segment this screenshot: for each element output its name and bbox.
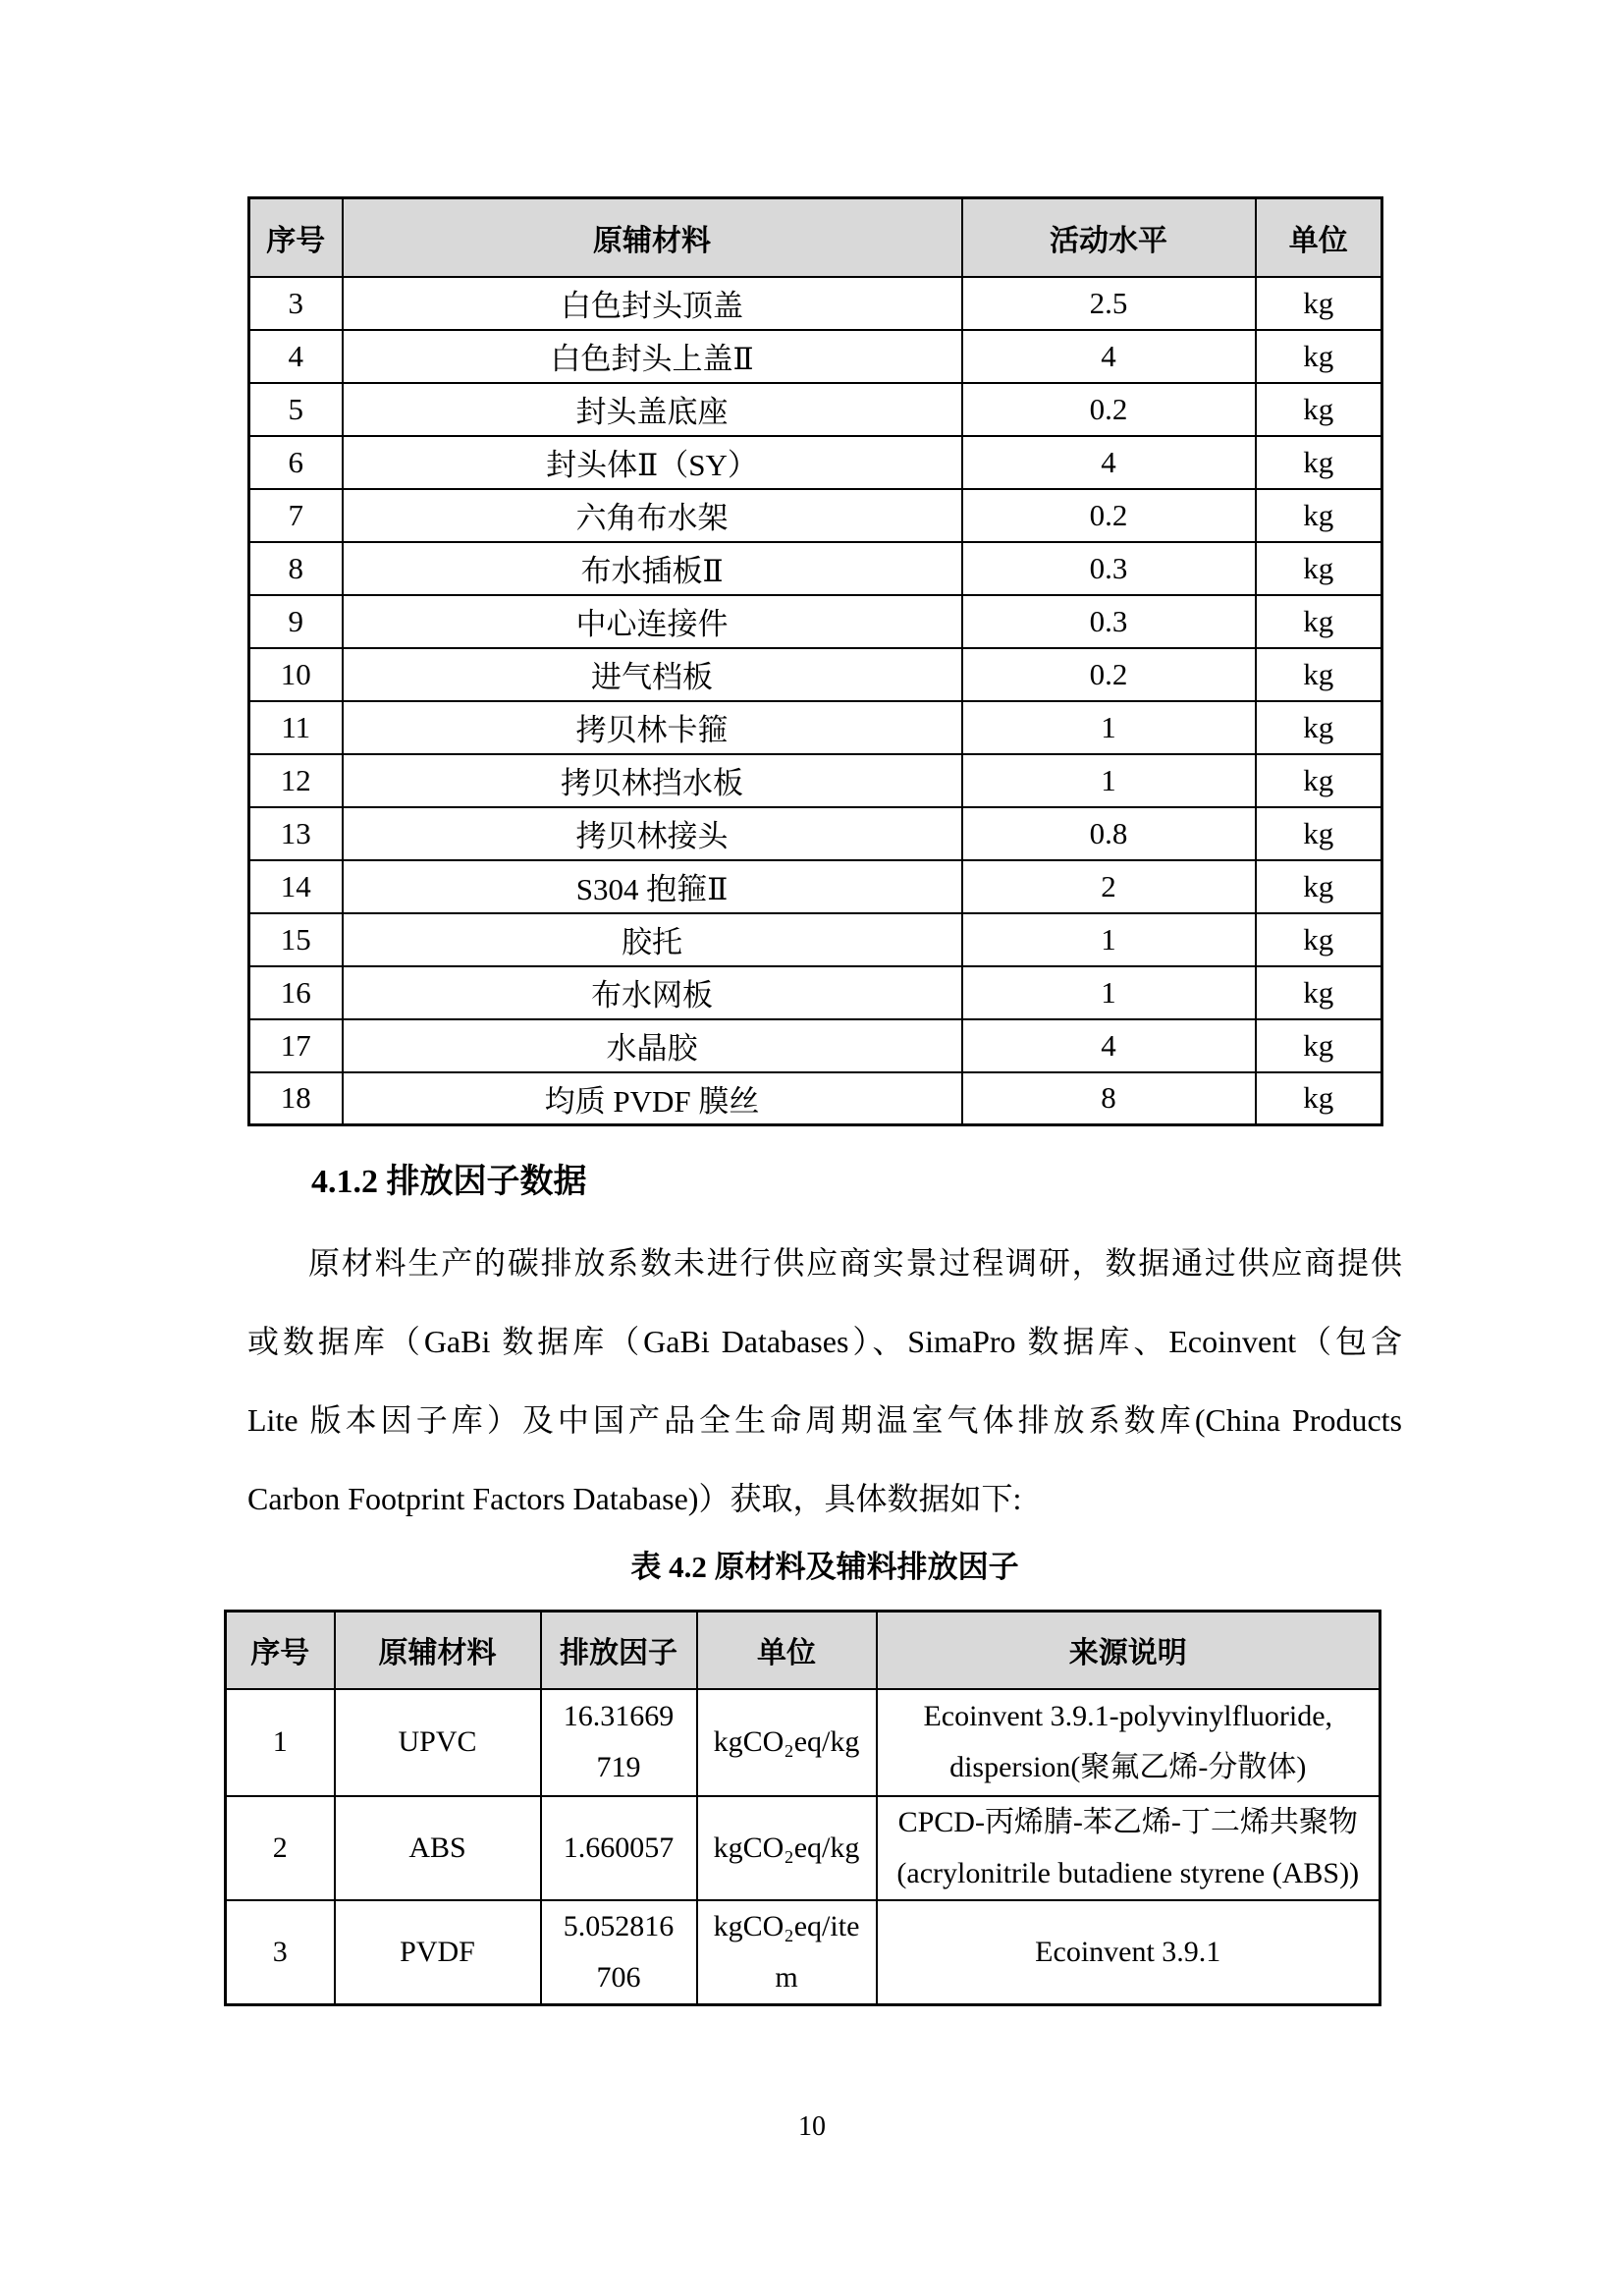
table-row	[249, 807, 1382, 860]
cell-no: 16	[249, 966, 343, 1019]
table-row	[249, 489, 1382, 542]
cell-no: 4	[249, 330, 343, 383]
cell-material: UPVC	[335, 1689, 541, 1796]
cell-unit: kg	[1256, 807, 1382, 860]
t1-col-header-level: 活动水平	[962, 198, 1256, 277]
cell-material: 拷贝林接头	[343, 807, 962, 860]
cell-unit: kgCO₂eq/kg	[697, 1689, 877, 1796]
cell-no: 7	[249, 489, 343, 542]
activity-level-table	[247, 196, 1383, 1126]
cell-no: 13	[249, 807, 343, 860]
paragraph-line: 或数据库（GaBi 数据库（GaBi Databases）、SimaPro 数据库、Ecoinvent（包含	[247, 1324, 1402, 1359]
table-row	[249, 542, 1382, 595]
factor-line: 5.052816	[563, 1909, 675, 1942]
t1-col-header-no: 序号	[249, 198, 343, 277]
table-row	[249, 1019, 1382, 1072]
cell-no: 9	[249, 595, 343, 648]
cell-unit: kg	[1256, 277, 1382, 330]
cell-no: 10	[249, 648, 343, 701]
cell-level: 0.2	[962, 383, 1256, 436]
cell-material: 白色封头顶盖	[343, 277, 962, 330]
cell-material: 布水插板Ⅱ	[343, 542, 962, 595]
t2-col-header-material: 原辅材料	[335, 1612, 541, 1689]
source-line: CPCD-丙烯腈-苯乙烯-丁二烯共聚物	[897, 1805, 1358, 1838]
table-row	[249, 913, 1382, 966]
cell-level: 0.3	[962, 542, 1256, 595]
source-line: Ecoinvent 3.9.1-polyvinylfluoride,	[923, 1700, 1333, 1732]
cell-unit: kg	[1256, 860, 1382, 913]
table-row	[249, 330, 1382, 383]
cell-unit: kg	[1256, 1072, 1382, 1125]
cell-source	[877, 1689, 1380, 1796]
cell-no: 3	[226, 1900, 335, 2005]
t1-col-header-unit: 单位	[1256, 198, 1382, 277]
table-row	[249, 1072, 1382, 1125]
factor-line: 16.31669	[563, 1700, 675, 1732]
cell-unit: kg	[1256, 913, 1382, 966]
cell-level: 4	[962, 330, 1256, 383]
t2-col-header-no: 序号	[226, 1612, 335, 1689]
table-row	[249, 754, 1382, 807]
cell-unit: kg	[1256, 330, 1382, 383]
table-row	[249, 436, 1382, 489]
cell-level: 8	[962, 1072, 1256, 1125]
cell-unit: kg	[1256, 542, 1382, 595]
table-row	[226, 1900, 1380, 2005]
section-heading: 4.1.2 排放因子数据	[311, 1164, 587, 1200]
cell-no: 5	[249, 383, 343, 436]
table-row	[226, 1689, 1380, 1796]
table-row	[249, 966, 1382, 1019]
cell-level: 4	[962, 436, 1256, 489]
cell-material: 拷贝林卡箍	[343, 701, 962, 754]
cell-level: 0.2	[962, 489, 1256, 542]
cell-material: 白色封头上盖Ⅱ	[343, 330, 962, 383]
cell-material: 六角布水架	[343, 489, 962, 542]
t2-col-header-unit: 单位	[697, 1612, 877, 1689]
cell-material: 封头盖底座	[343, 383, 962, 436]
factor-line: 719	[596, 1751, 641, 1783]
cell-no: 12	[249, 754, 343, 807]
table-row	[249, 648, 1382, 701]
cell-material: ABS	[335, 1796, 541, 1900]
cell-no: 15	[249, 913, 343, 966]
t2-col-header-source: 来源说明	[877, 1612, 1380, 1689]
table-header-row	[226, 1612, 1380, 1689]
emission-factor-table	[224, 1610, 1381, 2006]
table-row	[249, 595, 1382, 648]
cell-no: 6	[249, 436, 343, 489]
table-header-row	[249, 198, 1382, 277]
cell-no: 2	[226, 1796, 335, 1900]
cell-material: S304 抱箍Ⅱ	[343, 860, 962, 913]
cell-no: 1	[226, 1689, 335, 1796]
table-row	[249, 383, 1382, 436]
cell-level: 2	[962, 860, 1256, 913]
cell-factor	[541, 1689, 697, 1796]
cell-no: 14	[249, 860, 343, 913]
cell-level: 1	[962, 913, 1256, 966]
source-line: (acrylonitrile butadiene styrene (ABS))	[896, 1856, 1360, 1889]
cell-level: 1	[962, 701, 1256, 754]
t2-col-header-factor: 排放因子	[541, 1612, 697, 1689]
table-row	[249, 277, 1382, 330]
cell-level: 1	[962, 966, 1256, 1019]
cell-material: 水晶胶	[343, 1019, 962, 1072]
cell-level: 1	[962, 754, 1256, 807]
cell-unit: kg	[1256, 1019, 1382, 1072]
unit-line: m	[775, 1960, 798, 1994]
cell-factor: 1.660057	[541, 1796, 697, 1900]
cell-material: PVDF	[335, 1900, 541, 2005]
cell-unit: kg	[1256, 436, 1382, 489]
cell-unit: kg	[1256, 489, 1382, 542]
table-row	[249, 860, 1382, 913]
paragraph-line: Carbon Footprint Factors Database)）获取，具体数据如下:	[247, 1481, 1022, 1516]
cell-material: 中心连接件	[343, 595, 962, 648]
cell-factor	[541, 1900, 697, 2005]
cell-material: 均质 PVDF 膜丝	[343, 1072, 962, 1125]
body-paragraph	[247, 1224, 1402, 1538]
cell-unit: kg	[1256, 383, 1382, 436]
cell-no: 11	[249, 701, 343, 754]
cell-no: 17	[249, 1019, 343, 1072]
cell-unit: kg	[1256, 595, 1382, 648]
cell-source	[877, 1796, 1380, 1900]
cell-no: 3	[249, 277, 343, 330]
cell-level: 2.5	[962, 277, 1256, 330]
paragraph-line: Lite 版本因子库）及中国产品全生命周期温室气体排放系数库(China Products	[247, 1402, 1402, 1438]
cell-material: 胶托	[343, 913, 962, 966]
cell-material: 进气档板	[343, 648, 962, 701]
cell-unit: kg	[1256, 754, 1382, 807]
cell-unit: kg	[1256, 648, 1382, 701]
cell-unit	[697, 1900, 877, 2005]
paragraph-line: 原材料生产的碳排放系数未进行供应商实景过程调研，数据通过供应商提供	[308, 1245, 1402, 1281]
table-row	[249, 701, 1382, 754]
source-line: dispersion(聚氟乙烯-分散体)	[949, 1751, 1307, 1783]
cell-material: 拷贝林挡水板	[343, 754, 962, 807]
t1-col-header-material: 原辅材料	[343, 198, 962, 277]
cell-unit: kgCO₂eq/kg	[697, 1796, 877, 1900]
cell-no: 8	[249, 542, 343, 595]
table-row	[226, 1796, 1380, 1900]
table-caption: 表 4.2 原材料及辅料排放因子	[630, 1550, 1019, 1584]
cell-level: 0.3	[962, 595, 1256, 648]
cell-source: Ecoinvent 3.9.1	[877, 1900, 1380, 2005]
cell-level: 0.2	[962, 648, 1256, 701]
cell-no: 18	[249, 1072, 343, 1125]
cell-level: 4	[962, 1019, 1256, 1072]
cell-level: 0.8	[962, 807, 1256, 860]
page-number: 10	[798, 2111, 826, 2142]
cell-material: 布水网板	[343, 966, 962, 1019]
unit-line: kgCO₂eq/ite	[713, 1909, 860, 1942]
cell-material: 封头体Ⅱ（SY）	[343, 436, 962, 489]
cell-unit: kg	[1256, 966, 1382, 1019]
factor-line: 706	[596, 1960, 641, 1994]
cell-unit: kg	[1256, 701, 1382, 754]
